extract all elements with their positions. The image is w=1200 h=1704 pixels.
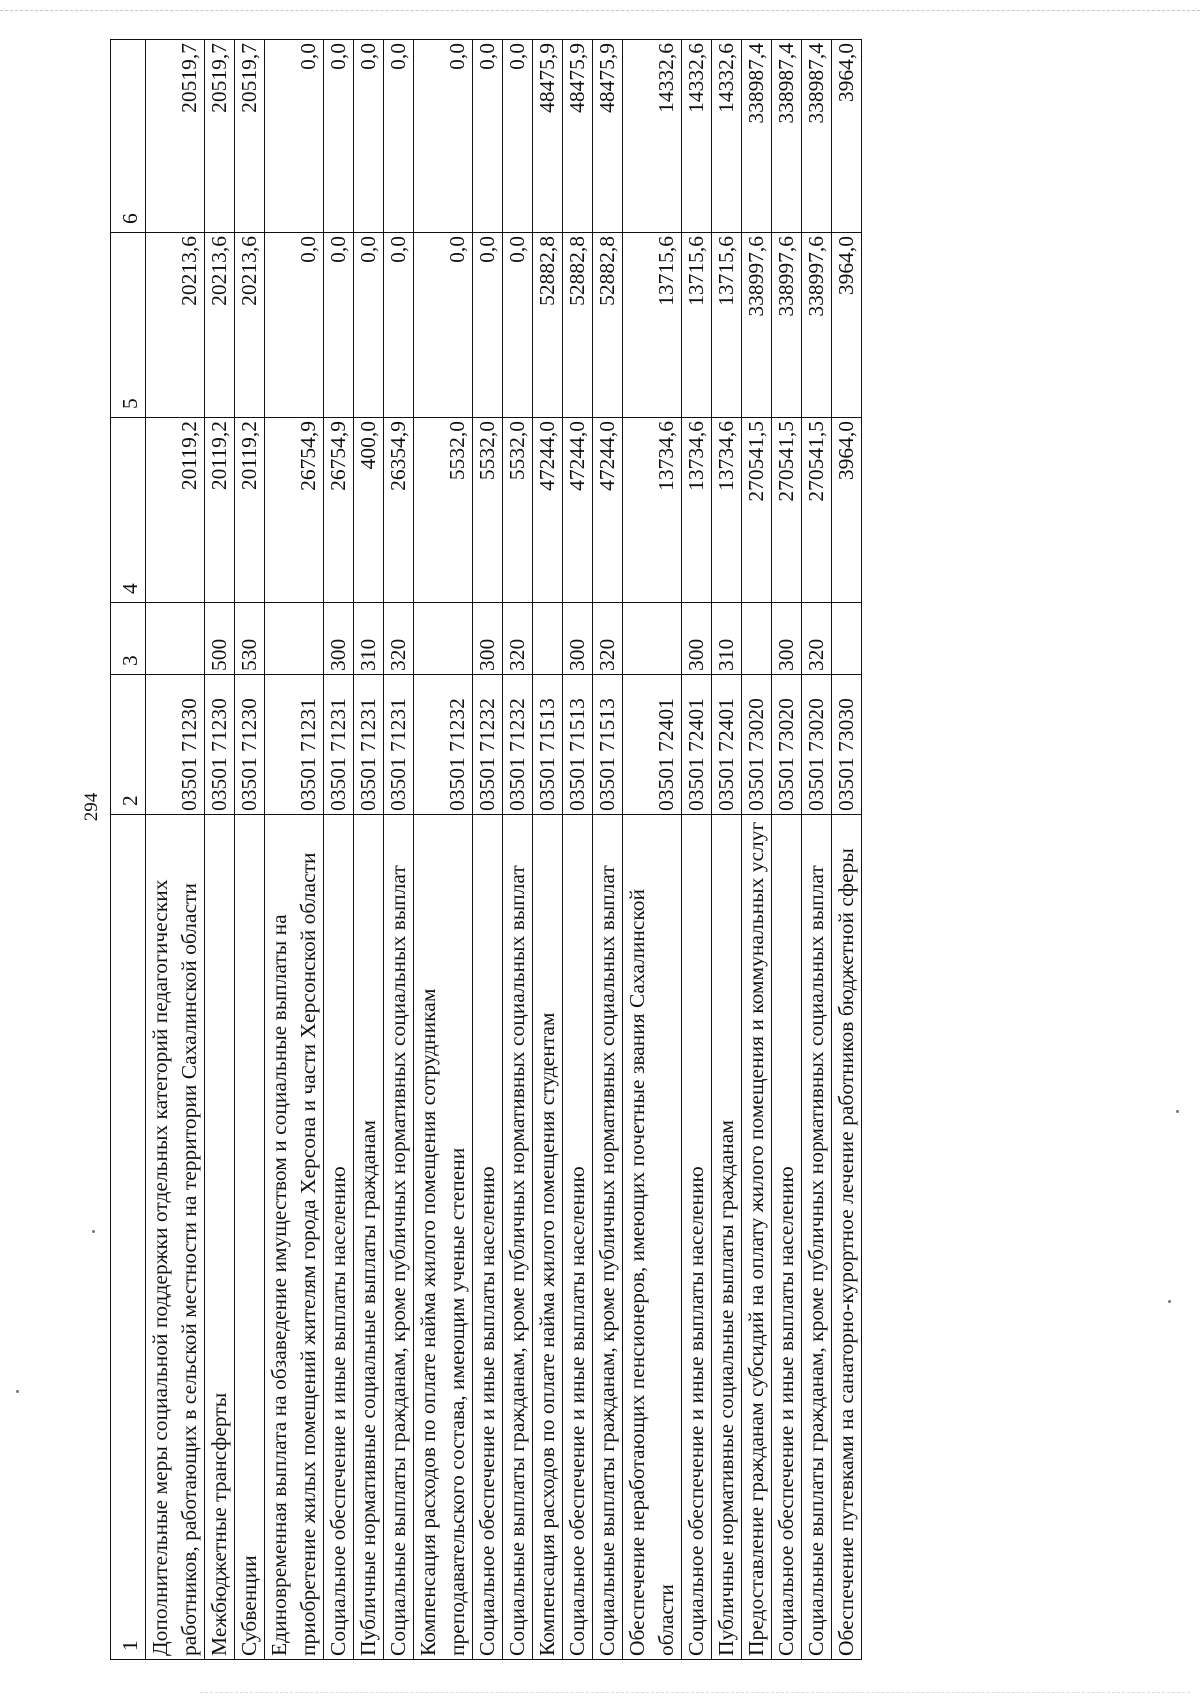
row-value-col4: 20119,2 <box>235 418 265 603</box>
row-value-col4: 13734,6 <box>682 418 712 603</box>
row-value-col6: 0,0 <box>354 40 384 233</box>
row-value-col6: 3964,0 <box>832 40 862 233</box>
row-value-col4: 13734,6 <box>623 418 682 603</box>
row-value-col4: 47244,0 <box>593 418 623 603</box>
row-kvr <box>414 603 473 675</box>
row-value-col5: 338997,6 <box>772 233 802 418</box>
table-row <box>533 40 563 1660</box>
row-name: Публичные нормативные социальные выплаты гражданам <box>354 815 384 1660</box>
row-name: Социальное обеспечение и иные выплаты населению <box>563 815 593 1660</box>
row-name: Социальные выплаты гражданам, кроме публичных нормативных социальных выплат <box>593 815 623 1660</box>
row-name: Предоставление гражданам субсидий на оплату жилого помещения и коммунальных услуг <box>742 815 772 1660</box>
row-kvr: 300 <box>563 603 593 675</box>
row-value-col6: 0,0 <box>503 40 533 233</box>
row-name: Социальные выплаты гражданам, кроме публичных нормативных социальных выплат <box>802 815 832 1660</box>
row-kvr: 530 <box>235 603 265 675</box>
row-value-col4: 20119,2 <box>146 418 205 603</box>
table-row <box>772 40 802 1660</box>
row-code: 03501 71231 <box>324 675 354 815</box>
row-code: 03501 72401 <box>623 675 682 815</box>
row-name: Социальное обеспечение и иные выплаты населению <box>324 815 354 1660</box>
row-value-col6: 48475,9 <box>533 40 563 233</box>
row-code: 03501 73030 <box>832 675 862 815</box>
row-code: 03501 71232 <box>414 675 473 815</box>
row-kvr <box>265 603 324 675</box>
row-value-col4: 270541,5 <box>742 418 772 603</box>
row-kvr: 320 <box>384 603 414 675</box>
row-value-col5: 338997,6 <box>742 233 772 418</box>
row-value-col5: 0,0 <box>503 233 533 418</box>
page-number: 294 <box>81 792 102 822</box>
row-kvr: 320 <box>593 603 623 675</box>
row-kvr: 320 <box>503 603 533 675</box>
scan-edge-top <box>0 10 1200 11</box>
row-value-col4: 13734,6 <box>712 418 742 603</box>
table-row <box>503 40 533 1660</box>
row-name: Социальные выплаты гражданам, кроме публичных нормативных социальных выплат <box>384 815 414 1660</box>
row-value-col6: 338987,4 <box>742 40 772 233</box>
row-code: 03501 71230 <box>235 675 265 815</box>
row-value-col6: 0,0 <box>414 40 473 233</box>
row-value-col5: 338997,6 <box>802 233 832 418</box>
row-value-col6: 0,0 <box>265 40 324 233</box>
rotated-sheet <box>110 40 1170 1660</box>
row-kvr: 300 <box>324 603 354 675</box>
row-kvr: 300 <box>682 603 712 675</box>
row-value-col4: 270541,5 <box>802 418 832 603</box>
row-name: Межбюджетные трансферты <box>205 815 235 1660</box>
row-value-col4: 400,0 <box>354 418 384 603</box>
row-value-col4: 3964,0 <box>832 418 862 603</box>
table-row <box>623 40 682 1660</box>
table-row <box>414 40 473 1660</box>
header-col-1: 1 <box>111 815 146 1660</box>
row-value-col5: 0,0 <box>384 233 414 418</box>
row-value-col5: 13715,6 <box>623 233 682 418</box>
row-code: 03501 71513 <box>563 675 593 815</box>
row-value-col5: 52882,8 <box>533 233 563 418</box>
header-col-5: 5 <box>111 233 146 418</box>
row-value-col4: 5532,0 <box>473 418 503 603</box>
table-row <box>563 40 593 1660</box>
budget-table <box>110 39 862 1660</box>
row-value-col6: 48475,9 <box>593 40 623 233</box>
row-value-col6: 0,0 <box>473 40 503 233</box>
row-name: Социальное обеспечение и иные выплаты населению <box>473 815 503 1660</box>
row-value-col4: 5532,0 <box>503 418 533 603</box>
table-row <box>146 40 205 1660</box>
row-code: 03501 71232 <box>503 675 533 815</box>
row-code: 03501 72401 <box>712 675 742 815</box>
table-row <box>265 40 324 1660</box>
table-row <box>324 40 354 1660</box>
row-value-col4: 5532,0 <box>414 418 473 603</box>
row-name: Субвенции <box>235 815 265 1660</box>
row-value-col6: 338987,4 <box>772 40 802 233</box>
table-row <box>384 40 414 1660</box>
row-value-col4: 26754,9 <box>265 418 324 603</box>
row-value-col5: 13715,6 <box>682 233 712 418</box>
table-row <box>205 40 235 1660</box>
row-code: 03501 72401 <box>682 675 712 815</box>
row-value-col4: 47244,0 <box>563 418 593 603</box>
row-name: Компенсация расходов по оплате найма жилого помещения студентам <box>533 815 563 1660</box>
row-code: 03501 71231 <box>354 675 384 815</box>
row-kvr <box>832 603 862 675</box>
row-kvr: 310 <box>712 603 742 675</box>
row-kvr <box>146 603 205 675</box>
header-col-2: 2 <box>111 675 146 815</box>
row-code: 03501 71513 <box>593 675 623 815</box>
row-value-col5: 0,0 <box>414 233 473 418</box>
table-row <box>742 40 772 1660</box>
header-col-4: 4 <box>111 418 146 603</box>
scan-speck <box>16 1390 19 1393</box>
row-value-col5: 52882,8 <box>563 233 593 418</box>
table-row <box>593 40 623 1660</box>
row-value-col5: 52882,8 <box>593 233 623 418</box>
row-value-col6: 14332,6 <box>623 40 682 233</box>
row-value-col5: 20213,6 <box>205 233 235 418</box>
row-kvr: 300 <box>473 603 503 675</box>
row-value-col6: 338987,4 <box>802 40 832 233</box>
row-kvr <box>742 603 772 675</box>
table-row <box>802 40 832 1660</box>
header-col-6: 6 <box>111 40 146 233</box>
row-name: Дополнительные меры социальной поддержки отдельных категорий педагогических работников, работающих в сельской местности на территории Сахалинской области <box>146 815 205 1660</box>
row-value-col4: 20119,2 <box>205 418 235 603</box>
table-header-row <box>111 40 146 1660</box>
row-value-col5: 20213,6 <box>146 233 205 418</box>
row-value-col6: 20519,7 <box>205 40 235 233</box>
row-value-col6: 0,0 <box>384 40 414 233</box>
row-value-col6: 0,0 <box>324 40 354 233</box>
row-value-col6: 48475,9 <box>563 40 593 233</box>
row-name: Обеспечение путевками на санаторно-курортное лечение работников бюджетной сферы <box>832 815 862 1660</box>
row-value-col5: 3964,0 <box>832 233 862 418</box>
row-code: 03501 71230 <box>146 675 205 815</box>
row-value-col6: 14332,6 <box>682 40 712 233</box>
row-value-col5: 0,0 <box>324 233 354 418</box>
row-kvr: 500 <box>205 603 235 675</box>
row-code: 03501 71230 <box>205 675 235 815</box>
row-value-col4: 270541,5 <box>772 418 802 603</box>
row-value-col5: 13715,6 <box>712 233 742 418</box>
table-row <box>473 40 503 1660</box>
row-value-col5: 0,0 <box>265 233 324 418</box>
table-row <box>235 40 265 1660</box>
row-name: Социальное обеспечение и иные выплаты населению <box>772 815 802 1660</box>
row-code: 03501 71232 <box>473 675 503 815</box>
row-value-col4: 47244,0 <box>533 418 563 603</box>
row-name: Социальные выплаты гражданам, кроме публичных нормативных социальных выплат <box>503 815 533 1660</box>
row-code: 03501 73020 <box>802 675 832 815</box>
table-row <box>712 40 742 1660</box>
row-code: 03501 71231 <box>265 675 324 815</box>
row-value-col6: 14332,6 <box>712 40 742 233</box>
row-code: 03501 71231 <box>384 675 414 815</box>
row-kvr: 300 <box>772 603 802 675</box>
scan-edge-bottom <box>200 1692 1190 1693</box>
table-row <box>354 40 384 1660</box>
row-value-col5: 20213,6 <box>235 233 265 418</box>
row-value-col5: 0,0 <box>354 233 384 418</box>
row-name: Компенсация расходов по оплате найма жилого помещения сотрудникам преподавательского состава, имеющим ученые степени <box>414 815 473 1660</box>
header-col-3: 3 <box>111 603 146 675</box>
scan-speck <box>92 1230 95 1233</box>
row-code: 03501 73020 <box>772 675 802 815</box>
row-kvr <box>533 603 563 675</box>
row-name: Публичные нормативные социальные выплаты гражданам <box>712 815 742 1660</box>
row-name: Обеспечение неработающих пенсионеров, имеющих почетные звания Сахалинской области <box>623 815 682 1660</box>
row-value-col4: 26354,9 <box>384 418 414 603</box>
scan-speck <box>1176 1110 1179 1113</box>
row-name: Единовременная выплата на обзаведение имуществом и социальные выплаты на приобретение жилых помещений жителям города Херсона и части Херсонской области <box>265 815 324 1660</box>
row-code: 03501 73020 <box>742 675 772 815</box>
row-name: Социальное обеспечение и иные выплаты населению <box>682 815 712 1660</box>
row-code: 03501 71513 <box>533 675 563 815</box>
row-value-col6: 20519,7 <box>146 40 205 233</box>
table-row <box>682 40 712 1660</box>
table-row <box>832 40 862 1660</box>
row-kvr <box>623 603 682 675</box>
row-kvr: 320 <box>802 603 832 675</box>
row-value-col5: 0,0 <box>473 233 503 418</box>
row-value-col4: 26754,9 <box>324 418 354 603</box>
row-kvr: 310 <box>354 603 384 675</box>
row-value-col6: 20519,7 <box>235 40 265 233</box>
